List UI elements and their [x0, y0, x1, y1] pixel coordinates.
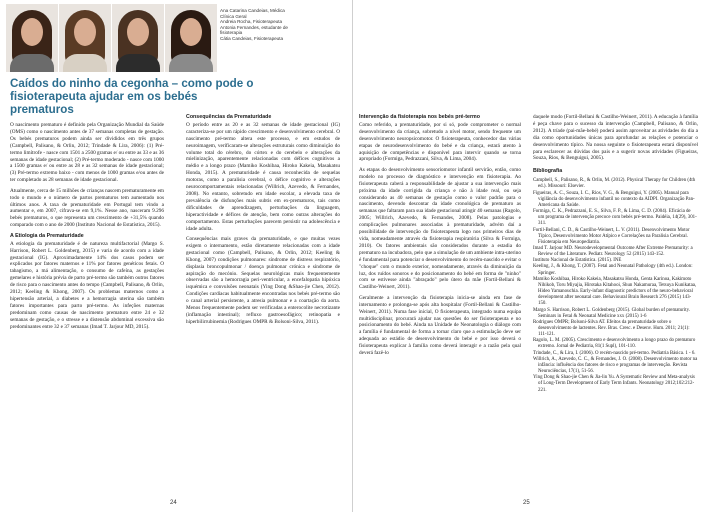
section-heading: Intervenção da fisioterapia nos bebés pré-termo [359, 114, 480, 120]
bibliography-entry: Instituto Nacional de Estatística. (2015). INE [533, 258, 622, 264]
body-paragraph: O período entre as 20 e as 32 semanas de idade gestacional (IG) caracteriza-se por um rápido crescimento e desenvolvimento cerebral. O nascimento pré-termo altera este processo, e em estudos de neuroimagem, verificaram-se alterações estruturais como diminuição do volume total do cérebro, do córtex e do cerebelo e alterações da mielinização, aparentemente relacionadas com défices cognitivos a médio e a longo prazo (Mamiko Koshibaa, Hiroko Kakeia, Masakatsu Honda, 2015). A prematuridade é causa reconhecida de sequelas motoras, como a paralisia cerebral, o défice cognitivo e alterações neurocomportamentais relacionadas (Willrich, Azevedo, & Fernandes, 2008). No entanto, sobretudo em idade escolar, a elevada taxa de prevalência de disfunções mais subtis em ex-prematuros, tais como dificuldades de aprendizagem, perturbações da linguagem, hiperactividade e défices de atenção, bem como outras alterações do comportamento. Estas perturbações parecem persistir na adolescência e idade adulta. [186, 121, 340, 232]
bibliography-entry: Figueiras, A. C., Souza, I. C., Rios, V. G., & Benguigui, Y. (2005). Manual para vigilância do desenvolvimento infantil no contexto da AIDPI. Organização Pan-Americana da Saúde. [533, 190, 695, 208]
author-photo [112, 4, 164, 72]
bibliography-entry: Imad T. Jarjour MD. Neurodevelopmental Outcome After Extreme Prematurity: a Review of the Literature. Pediatr. Neurology 52 (2015) 143-152. [533, 245, 693, 258]
body-paragraph: As etapas do desenvolvimento sensoriomotor infantil servirão, então, como modelo no processo de diagnóstico e intervenção em fisioterapia. Ao fisioterapeuta caberá a responsabilidade de ajustar a sua intervenção mais próxima da idade corrigida da criança e não à idade real, ou seja considerando as 40 semanas de gestação como o valor padrão para o nascimento, devendo descontar da idade cronológica de prematuro as semanas que faltaram para sua idade gestacional atingir 40 semanas (Ragolo, 2005; Willrich, Azevedo, & Fernandes, 2008). Pelas patologias e complicações pulmonares associadas à prematuridade, advém daí a possibilidade de intervenção do fisioterapeuta logo nos primeiros dias de vida, nomeadamente através da fisioterapia respiratória (Silva & Formiga, 2010). Os fatores ambientais são considerados durante a estadia do prematuro na incubadora, pelo que a simulação de um ambiente intra-uterino é fundamental para potenciar o desenvolvimento do recém-nascido e evitar o "choque" com o mundo exterior, nomeadamente, através da diminuição da luz, dos ruídos sonoros e do posicionamento do bebé em forma de "ninho" com se estivesse ainda "abraçado" pelo útero da mãe (Fortil-Bellani & Castilho-Weinert, 2011). [359, 166, 521, 291]
bibliography-entry: Ragolo, L. M. (2005). Crescimento e desenvolvimento a longo prazo do prematuro extremo. Jornal de Pediatria, 81(1 Supl), 101-110. [533, 338, 696, 350]
author-photo [165, 4, 217, 72]
bibliography-entry: Fortil-Bellani, C. D., & Castilho-Weinert, L. V. (2011). Desenvolvimento Motor Típico, Desenvolvimento Motor Atípico e Correlações na Paralisia Cerebral. Fisioterapia em Neuropediatria. [533, 227, 690, 245]
bibliography-entry: Margo S. Harrison, Robert L. Goldenberg (2015). Global burden of prematurity. Seminars in Fetal & Neonatal Medicine xxx (2015) 1-6 [533, 307, 690, 319]
bibliography-entry: Rodrigues OMPR; Bolsoni-Silva AT. Efeitos da prematuridade sobre o desenvolvimento de lactentes. Rev. Bras. Cresc. e Desenv. Hum. 2011; 21(1): 111-121. [533, 319, 690, 338]
bibliography-entry: Ying Dong & Shao-jie Chen & Jia-lin Yu. A Systematic Review and Meta-analysis of Long-Term Development of Early Term Infants. Neonatology 2012;102:212-221. [533, 375, 695, 393]
author-photo [6, 4, 58, 72]
bibliography-entry: Keeling, J., & Khong, T. (2007). Fetal and Neonatal Pathology (4th ed.). London: Springer. [533, 264, 693, 276]
bibliography-entry: Formiga, C. K., Pedrazzani, E. S., Silva, F. P., & Lima, C. D. (2004). Eficácia de um programa de intervenção precoce com bebés pré-termo. Paidéia, 14(29), 301-311. [533, 209, 697, 227]
page-number: 24 [170, 500, 177, 506]
text-column-4 [533, 114, 698, 394]
author-line: Andreia Rocha, Fisioterapeuta [220, 19, 283, 25]
author-photos [6, 4, 218, 74]
body-paragraph: Geralmente a intervenção da fisioterapia inicia-se ainda em fase de internamento e prolonga-se após alta hospitalar (Fortil-Bellani & Castilho-Weinert, 2011). Numa fase inicial, O fisioterapeuta, integrado numa equipa multidisciplinar, procurará ajudar nas questões do ser fisioterapeuta e no posicionamento do bebé. Ainda na Unidade de Neonatologia o diálogo com a família é fundamental de forma a tornar claro que a estimulação deve ser adequada ao estádio de desenvolvimento do bebé e por isso deverá o fisioterapeuta explicar à família como deverá interagir e a razão pela qual deverá fazê-lo [359, 294, 521, 357]
text-column-1 [10, 122, 164, 334]
body-paragraph: daquele modo (Fortil-Bellani & Castilho-Weinert, 2011). A educação à família é peça chave para o sucesso da intervenção (Campbell, Palisano, & Orlin, 2012). A tríade (pai-mãe-bebé) poderá assim aproveitar as atividades do dia a dia como oportunidades únicas para aprofundar as relações e potenciar o desenvolvimento típico. Na nossa seguinte o fisioterapeuta estará disponível para esclarecer as dúvidas dos pais e a sugerir novas atividades (Figueiras, Souza, Rios, & Benguigui, 2005). [533, 114, 698, 162]
body-paragraph: Atualmente, cerca de 15 milhões de crianças nascem prematuramente em todo o mundo e o número de partos prematuros tem aumentado nos últimos anos. A taxa de prematuridade em Portugal tem vindo a aumentar e, em 2007, cifrava-se em 9,1%. Nesse ano, nasceram 9.296 bebés prematuros, o que representa um crescimento de +31,5% quando comparado com o ano de 2000 (Instituto Nacional de Estatística, 2015). [10, 187, 164, 229]
body-paragraph: O nascimento prematuro é definido pela Organização Mundial da Saúde (OMS) como o nascimento antes de 37 semanas completas de gestação. Os bebés prematuros podem ainda ser divididos em três grupos (Campbell, Palisano, & Orlin, 2012; Trindade & Lira, 2006): (1) Pré-termo limítrofe - nasce com 1501 a 2500 gramas e/ ou entre as 33 e as 36 semanas de idade gestacional; (2) Pré-termo moderado - nasce com 1000 a 1500 gramas e/ ou entre as 28 e as 32 semanas de idade gestacional; (3) Pré-termo extremo baixo - com menos de 1000 gramas e/ou antes de ter completado as 28 semanas de idade gestacional. [10, 122, 164, 184]
author-line: Clínica Geral [220, 13, 247, 19]
right-page [353, 0, 705, 512]
bibliography-heading: Bibliografia [533, 168, 563, 175]
left-page [0, 0, 352, 512]
section-heading: A Etiologia da Prematuridade [10, 232, 84, 239]
section-heading: Consequências da Prematuridade [186, 114, 272, 120]
author-line: Ana Catarina Candeias, Médica [220, 8, 285, 13]
bibliography-entry: Willrich, A., Azevedo, C. C., & Fernandes, J. O. (2008). Desenvolvimento motor na infância: influência dos fatores de risco e programas de intervenção. Revista Neurociências, 17(1), 51-56. [533, 356, 698, 375]
author-photo [59, 4, 111, 72]
body-paragraph: Consequências mais graves da prematuridade, e que muitas vezes exigem o internamento, estão diretamente relacionadas com a idade gestacional como (Campbell, Palisano, & Orlin, 2012; Keeling & Khong, 2007) condições pulmonares: síndrome de distress respiratório, displasia broncopulmonar / doença pulmonar crónica e síndrome de aspiração do mecónio. Sequelas neurológicas mais frequentemente observadas são a hemorragia peri-ventricular, a encefalopatia hipóxica isquémica e convulsões neonatais (Ying Dong &Shao-jie Chen, 2012). Condições cardíacas habitualmente encontradas nos bebés pré-termo são o canal arterial persistente, a atresia pulmonar e a coartação da aorta. Menos frequentemente podem ser verificadas a enterocolite necrotizante (inflamação intestinal); refluxo gastroesofágico; retinopatia e hiperbilirrubinemia (Rodrigues OMPR & Bolsoni-Silva, 2011). [186, 236, 340, 325]
bibliography-entry: Campbell, S., Palisano, R., & Orlin, M. (2012). Physical Therapy for Children (4th ed.). Missouri: Elsevier. [533, 178, 696, 190]
bibliography-entry: Trindade, C., & Lira, I. (2006). O recém-nascido pré-termo. Pediatria Básica. 1 - 6. [533, 350, 696, 356]
body-paragraph: A etiologia da prematuridade é de natureza multifactorial (Margo S. Harrison, Robert L. Goldenberg, 2015) e varia de acordo com a idade gestacional (IG). Aproximadamente 14% dos casos podem ser explicados por fatores maternos e 11% por fatores genéticos fetais. O tabagismo, a má alimentação, o consumo de cafeína, as gestações gemelares e história prévia de parto pré-termo são também outros fatores de risco para o nascimento antes do tempo (Campbell, Palisano, & Orlin, 2012; Keeling & Khong, 2007). Os problemas maternos como a hipertensão arterial, a diabetes e a hemorragia uterina são também fatores importantes para parto pré-termo. As infeções maternas predominam como causas de nascimento prematuro entre 24 e 32 semanas de gestação, e o stresse e a distensão abdominal excessiva são predominantes entre 32 e 37 semanas (Imad T. Jarjour MD, 2015). [10, 240, 164, 330]
author-line: Antonia Fernandes, estudante de [220, 24, 288, 30]
bibliography [533, 168, 698, 393]
author-line: Cátia Candeias, Fisioterapeuta [220, 35, 284, 41]
bibliography-entry: Mamiko Koshibaa, Hiroko Kakeia, Masakatsu Honda, Genta Karinoa, Kakimoto Nihikob, Toru Miyajia, Hirotaka Kitahooi, Shun Nakamuraa, Tetsuya Kunikataa, Hideo Yamanouchia. Early-infant diagnostic predictors of the neuro-behavioral development after neonatal care. Behavioural Brain Research 276 (2015) 143-150. [533, 276, 697, 307]
text-column-3 [359, 114, 521, 361]
article-title: Caídos do ninho da cegonha – como pode o fisioterapeuta ajudar em os bebés prematuros [10, 77, 254, 116]
author-credits [220, 8, 348, 42]
text-column-2 [186, 114, 340, 329]
body-paragraph: Como referido, a prematuridade, por si só, pode comprometer o normal desenvolvimento da criança, sobretudo a nível motor, sendo frequente um desenvolvimento neuropsicomotor. O fisioterapeuta, conhecedor das várias etapas de neurodesenvolvimento do bebé e da criança, estará atento à aquisição de competências e disponível para intervir quando se torna apropriado (Formiga, Pedrazzani, Silva, & Lima, 2004). [359, 121, 521, 163]
page-number: 25 [523, 500, 530, 506]
bibliography-list [533, 178, 698, 393]
author-line: fisioterapia [220, 30, 243, 36]
